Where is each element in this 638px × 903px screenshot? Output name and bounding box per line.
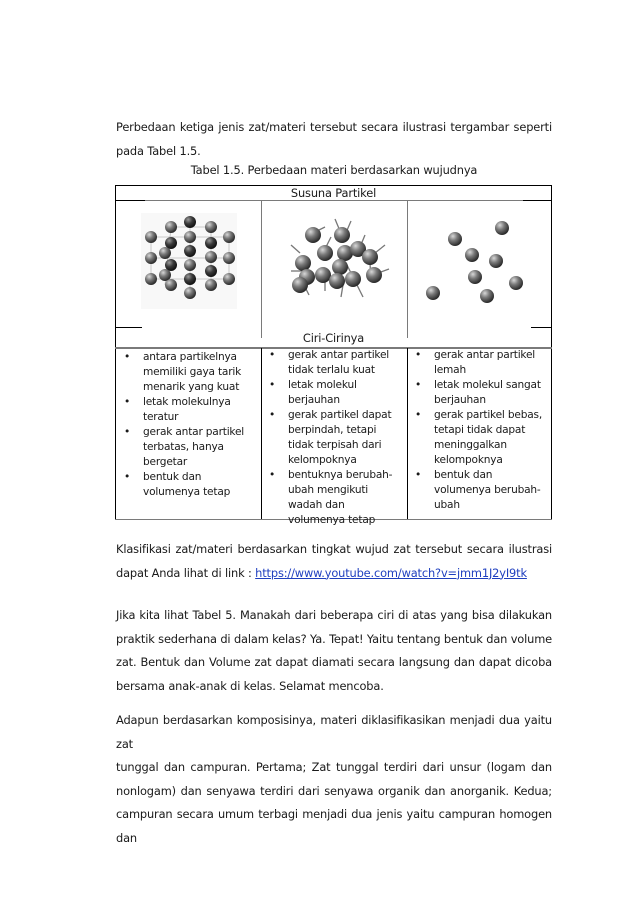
solid-particles-illustration-icon	[141, 213, 237, 309]
intro-paragraph	[116, 116, 552, 163]
trait-text: gerak antar partikel terbatas, hanya bergetar	[143, 426, 245, 468]
list-item	[410, 378, 550, 408]
trait-text: letak molekul sangat berjauhan	[434, 379, 541, 406]
trait-text: gerak partikel dapat berpindah, tetapi tidak terpisah dari kelompoknya	[288, 409, 392, 466]
traits-divider-left	[115, 327, 142, 328]
trait-text: antara partikelnya memiliki gaya tarik menarik yang kuat	[143, 351, 242, 393]
trait-text: bentuk dan volumenya tetap	[143, 471, 231, 498]
composition-line-3: nonlogam) dan senyawa terdiri dari senyawa organik dan anorganik. Kedua;	[116, 783, 552, 798]
bullet-icon: •	[124, 396, 131, 408]
bullet-icon: •	[124, 471, 131, 483]
trait-text: gerak antar partikel tidak terlalu kuat	[288, 349, 390, 376]
practice-paragraph	[116, 604, 552, 698]
bullet-icon: •	[269, 409, 276, 421]
gas-particles-illustration-icon	[420, 217, 540, 312]
traits-col-divider-1	[261, 348, 262, 519]
gas-traits-list	[410, 348, 550, 513]
youtube-link[interactable]: https://www.youtube.com/watch?v=jmm1J2yI9tk	[255, 565, 527, 580]
list-item	[264, 348, 404, 378]
intro-line-1: Perbedaan ketiga jenis zat/materi tersebut secara ilustrasi tergambar seperti	[116, 120, 552, 134]
bullet-icon: •	[415, 379, 422, 391]
practice-line-4: bersama anak-anak di kelas. Selamat mencoba.	[116, 678, 384, 693]
table-border-left	[115, 185, 116, 520]
header-susunan-partikel: Susuna Partikel	[290, 186, 377, 200]
intro-line-2: pada Tabel 1.5.	[116, 143, 201, 158]
list-item	[119, 470, 259, 500]
practice-line-3: zat. Bentuk dan Volume zat dapat diamati secara langsung dan dapat dicoba	[116, 655, 552, 670]
list-item	[410, 468, 550, 513]
list-item	[264, 378, 404, 408]
liquid-traits-list	[264, 348, 404, 528]
list-item	[119, 425, 259, 470]
traits-divider-right	[531, 327, 552, 328]
header-divider-left	[115, 200, 145, 201]
link-prefix: dapat Anda lihat di link :	[116, 565, 256, 580]
bullet-icon: •	[269, 469, 276, 481]
trait-text: letak molekulnya teratur	[143, 396, 231, 423]
header-divider-right	[523, 200, 552, 201]
table-caption: Tabel 1.5. Perbedaan materi berdasarkan wujudnya	[190, 163, 478, 177]
list-item	[119, 350, 259, 395]
table-border-right	[551, 185, 552, 520]
composition-paragraph	[116, 709, 552, 851]
trait-text: bentuknya berubah-ubah mengikuti wadah dan volumenya tetap	[288, 469, 393, 526]
link-paragraph-line-2	[116, 562, 552, 586]
header-divider-mid	[145, 200, 523, 201]
practice-line-2: praktik sederhana di dalam kelas? Ya. Tepat! Yaitu tentang bentuk dan volume	[116, 631, 552, 646]
bullet-icon: •	[269, 379, 276, 391]
bullet-icon: •	[124, 426, 131, 438]
states-of-matter-table	[115, 185, 552, 526]
liquid-particles-illustration-icon	[285, 213, 395, 301]
trait-text: gerak antar partikel lemah	[434, 349, 536, 376]
bullet-icon: •	[415, 349, 422, 361]
solid-traits-list	[119, 350, 259, 500]
bullet-icon: •	[415, 409, 422, 421]
traits-col-divider-2	[407, 348, 408, 519]
trait-text: letak molekul berjauhan	[288, 379, 357, 406]
trait-text: gerak partikel bebas, tetapi tidak dapat meninggalkan kelompoknya	[434, 409, 542, 466]
list-item	[119, 395, 259, 425]
link-paragraph	[116, 538, 552, 585]
composition-line-4: campuran secara umum terbagi menjadi dua jenis yaitu campuran homogen dan	[116, 807, 552, 845]
composition-line-1: Adapun berdasarkan komposisinya, materi diklasifikasikan menjadi dua yaitu zat	[116, 713, 552, 751]
list-item	[264, 408, 404, 468]
link-paragraph-line-1: Klasifikasi zat/materi berdasarkan tingkat wujud zat tersebut secara ilustrasi	[116, 542, 552, 556]
list-item	[410, 408, 550, 468]
bullet-icon: •	[415, 469, 422, 481]
list-item	[264, 468, 404, 528]
composition-line-2: tunggal dan campuran. Pertama; Zat tunggal terdiri dari unsur (logam dan	[116, 760, 552, 775]
bullet-icon: •	[124, 351, 131, 363]
bullet-icon: •	[269, 349, 276, 361]
image-col-divider-1	[261, 201, 262, 338]
image-col-divider-2	[407, 201, 408, 338]
list-item	[410, 348, 550, 378]
header-ciri-cirinya: Ciri-Cirinya	[302, 331, 365, 345]
practice-line-1: Jika kita lihat Tabel 5. Manakah dari beberapa ciri di atas yang bisa dilakukan	[116, 608, 552, 622]
trait-text: bentuk dan volumenya berubah-ubah	[434, 469, 541, 511]
